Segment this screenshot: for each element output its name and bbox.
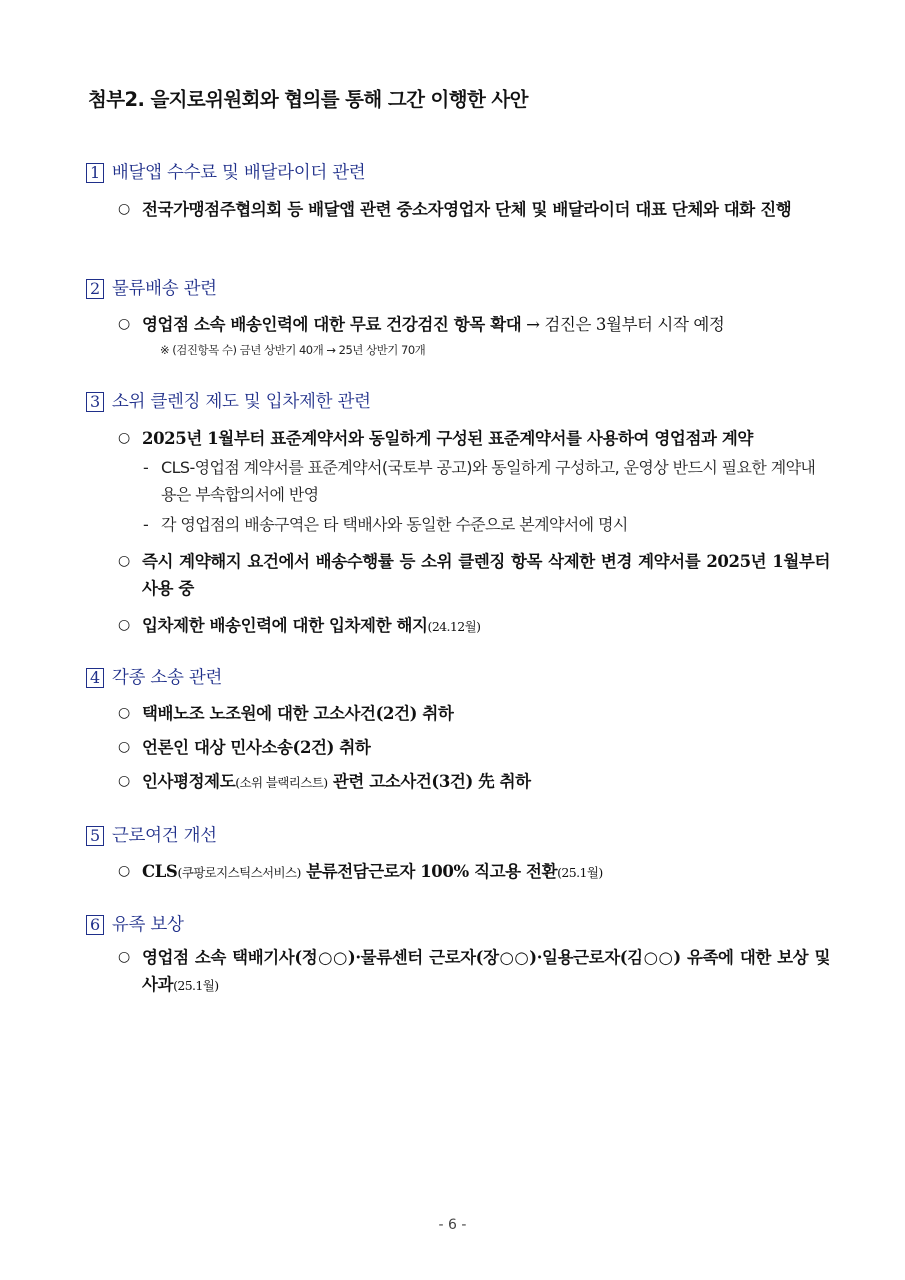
- sub-item: [143, 511, 823, 538]
- bullet-item: [118, 548, 830, 602]
- bullet-text: 입차제한 배송인력에 대한 입차제한 해지: [142, 616, 428, 635]
- section-number: 1: [86, 163, 104, 183]
- section-heading-3: [86, 388, 371, 413]
- section-heading-2: [86, 275, 217, 300]
- bullet-text: 언론인 대상 민사소송(2건) 취하: [142, 738, 371, 757]
- dash-mark: -: [143, 515, 149, 534]
- bullet-text: CLS: [142, 862, 178, 881]
- section-number: 3: [86, 392, 104, 412]
- bullet-text: 전국가맹점주협의회 등 배달앱 관련 중소자영업자 단체 및 배달라이더 대표 단체와 대화 진행: [142, 200, 792, 219]
- bullet-item: [118, 858, 830, 886]
- parenthetical-note: (쿠팡로지스틱스서비스): [177, 865, 301, 880]
- bullet-mark: ○: [118, 705, 130, 721]
- sub-item: [143, 454, 823, 508]
- section-heading-4: [86, 664, 222, 689]
- bullet-item: [118, 425, 830, 452]
- parenthetical-note: (소위 블랙리스트): [235, 775, 328, 790]
- section-heading-6: [86, 911, 184, 936]
- section-number: 4: [86, 668, 104, 688]
- bullet-item: [118, 768, 830, 796]
- page-title: 첨부2. 을지로위원회와 협의를 통해 그간 이행한 사안: [88, 88, 528, 111]
- bullet-text-cont: 관련 고소사건(3건) 先 취하: [327, 772, 531, 791]
- section-title: 유족 보상: [111, 915, 184, 935]
- bullet-mark: ○: [118, 863, 130, 879]
- bullet-text: 2025년 1월부터 표준계약서와 동일하게 구성된 표준계약서를 사용하여 영업점과 계약: [142, 429, 753, 448]
- bullet-text: 영업점 소속 배송인력에 대한 무료 건강검진 항목 확대: [142, 315, 522, 334]
- sub-item-text: 각 영업점의 배송구역은 타 택배사와 동일한 수준으로 본계약서에 명시: [161, 515, 628, 534]
- date-note: (25.1월): [173, 978, 219, 993]
- section-number: 2: [86, 279, 104, 299]
- bullet-mark: ○: [118, 201, 130, 217]
- schedule-note: → 검진은 3월부터 시작 예정: [521, 315, 725, 334]
- section-number: 5: [86, 826, 104, 846]
- bullet-mark: ○: [118, 773, 130, 789]
- dash-mark: -: [143, 458, 149, 477]
- section-heading-1: [86, 159, 365, 184]
- bullet-item: [118, 196, 830, 223]
- section-title: 배달앱 수수료 및 배달라이더 관련: [111, 163, 366, 183]
- bullet-mark: ○: [118, 553, 130, 569]
- section-number: 6: [86, 915, 104, 935]
- bullet-mark: ○: [118, 617, 130, 633]
- bullet-item: [118, 700, 830, 727]
- bullet-item: [118, 944, 830, 999]
- bullet-text: 택배노조 노조원에 대한 고소사건(2건) 취하: [142, 704, 454, 723]
- bullet-mark: ○: [118, 316, 130, 332]
- bullet-text: 즉시 계약해지 요건에서 배송수행률 등 소위 클렌징 항목 삭제한 변경 계약서를 2025년 1월부터 사용 중: [142, 552, 830, 598]
- section-title: 각종 소송 관련: [111, 668, 223, 688]
- bullet-mark: ○: [118, 739, 130, 755]
- section-title: 근로여건 개선: [111, 826, 217, 846]
- bullet-text: 인사평정제도: [142, 772, 236, 791]
- section-title: 소위 클렌징 제도 및 입차제한 관련: [111, 392, 371, 412]
- bullet-text-cont: 분류전담근로자 100% 직고용 전환: [300, 862, 558, 881]
- bullet-text: 영업점 소속 택배기사(정○○)·물류센터 근로자(장○○)·일용근로자(김○○) 유족에 대한 보상 및 사과: [142, 948, 830, 994]
- section-title: 물류배송 관련: [111, 279, 217, 299]
- bullet-item: [118, 734, 830, 761]
- footnote: ※ (검진항목 수) 금년 상반기 40개 → 25년 상반기 70개: [160, 343, 426, 357]
- date-note: (24.12월): [427, 619, 481, 634]
- bullet-mark: ○: [118, 949, 130, 965]
- bullet-mark: ○: [118, 430, 130, 446]
- section-heading-5: [86, 822, 217, 847]
- bullet-item: [118, 311, 830, 338]
- date-note: (25.1월): [557, 865, 603, 880]
- bullet-item: [118, 612, 830, 640]
- sub-item-text: CLS-영업점 계약서를 표준계약서(국토부 공고)와 동일하게 구성하고, 운영상 반드시 필요한 계약내용은 부속합의서에 반영: [161, 458, 816, 504]
- page-number: - 6 -: [438, 1217, 467, 1233]
